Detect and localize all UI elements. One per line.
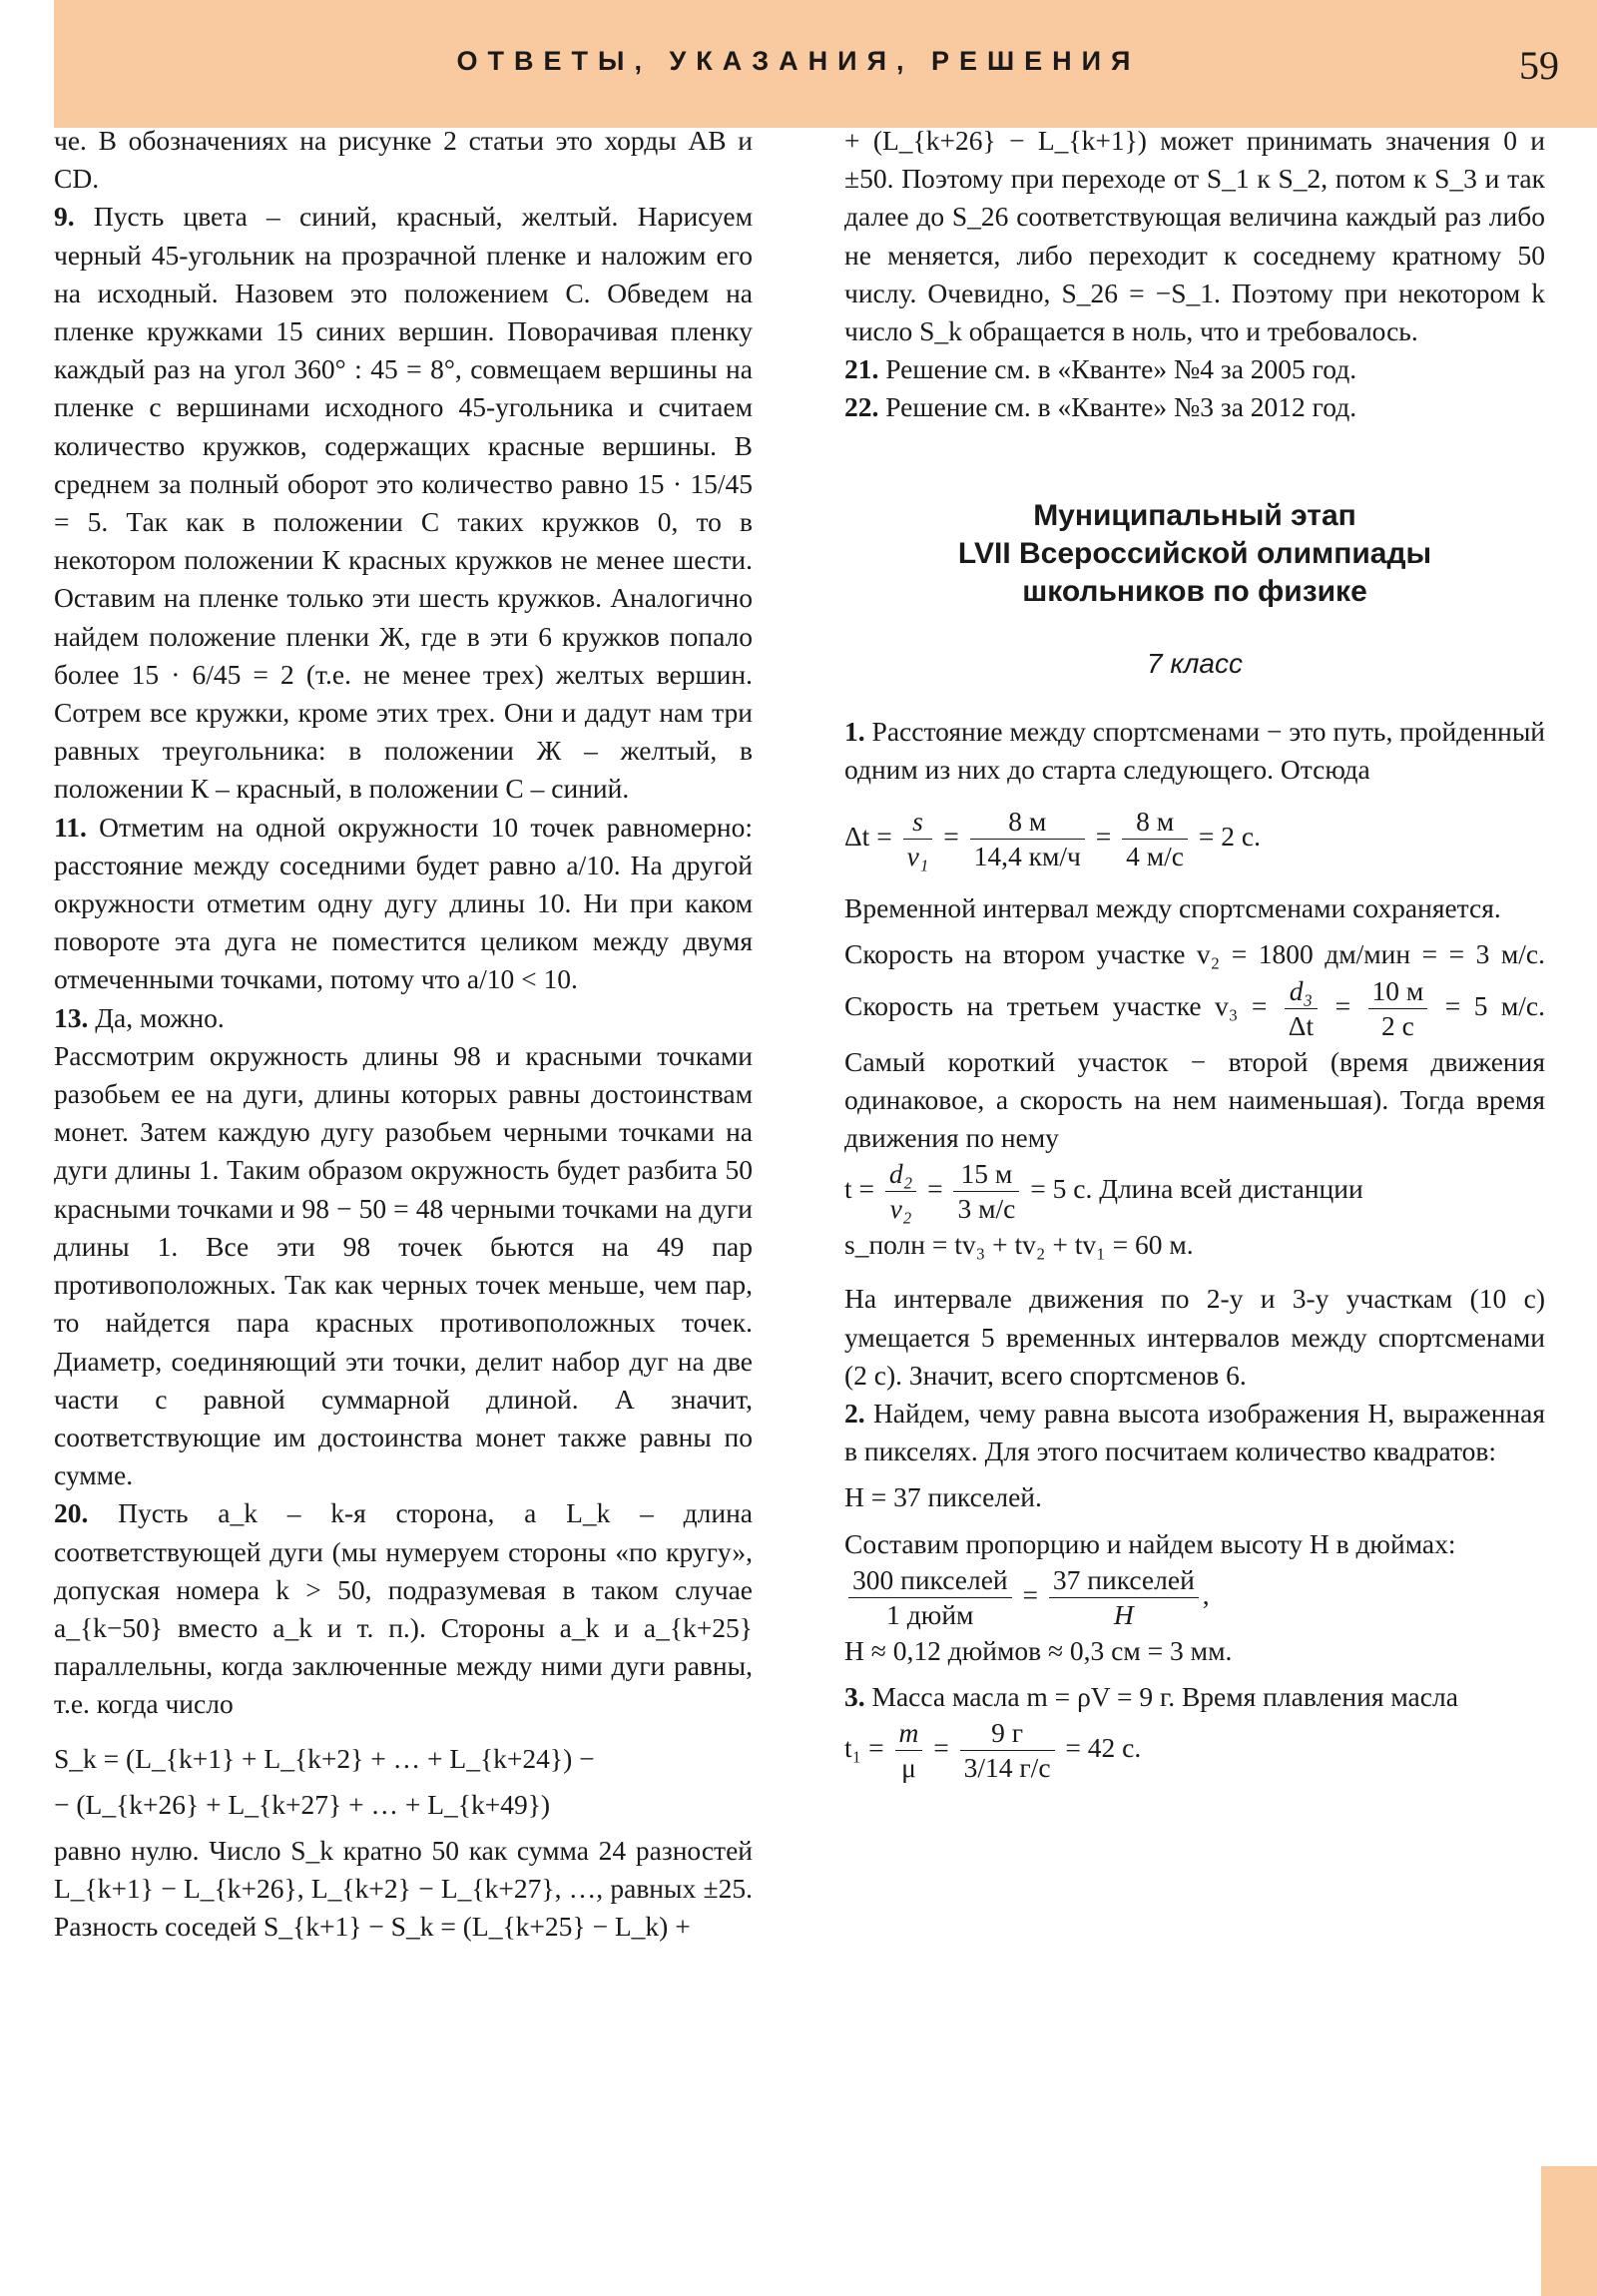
answer-22 [844,388,1545,426]
equation-lhs: Δt = [844,821,892,853]
answer-20 [54,1494,753,1723]
numerator: m [895,1716,923,1751]
problem-number: 1. [844,715,865,747]
fraction [895,1716,923,1785]
section-title-line1: Муниципальный этап [1033,498,1356,532]
paragraph-intro: че. В обозначениях на рисунке 2 статьи это хорды AB и CD. [54,125,753,195]
answer-text: Отметим на одной окружности 10 точек равномерно: расстояние между соседними будет равно a/10. На другой окружности отметим одну дугу длины 10. Ни при каком повороте эта дуга не поместится целиком между двумя отмеченными точками, потому что a/10 < 10. [54,811,753,995]
denominator: 1 дюйм [886,1598,974,1630]
denominator: 3 м/с [957,1193,1016,1225]
fraction [885,1157,916,1226]
equation-h-pixels: H = 37 пикселей. [844,1481,1042,1513]
left-column [54,122,753,1947]
problem-1-paragraph-4: На интервале движения по 2-у и 3-у участкам (10 с) умещается 5 временных интервалов между спортсменами (2 с). Значит, всего спортсменов 6. [844,1283,1545,1391]
equation-result: = 42 с. [1065,1732,1142,1764]
equation-h-inches: H ≈ 0,12 дюймов ≈ 0,3 см = 3 мм. [844,1634,1233,1666]
answer-21 [844,350,1545,388]
equation-proportion: $\frac{\text{300 пикселей}}{\text{1 дюйм}}$ = $\frac{\text{37 пикселей}}{H}$ , [844,1563,1545,1632]
answer-number: 11. [54,811,87,843]
denominator: 2 с [1380,1009,1414,1041]
fraction [848,1563,1012,1632]
grade-subtitle: 7 класс [1147,647,1243,679]
fraction [1122,805,1188,873]
problem-text: Найдем, чему равна высота изображения H, выраженная в пикселях. Для этого посчитаем количество квадратов: [844,1398,1546,1467]
fraction [1285,974,1318,1043]
equation-t1: t₁ = $\frac{m}{\mu}$ = $\frac{9 г}{3/14 г/с}$ = 42 с. [844,1717,1142,1784]
page-header [54,0,1597,128]
problem-2 [844,1395,1545,1470]
problem-number: 3. [844,1681,865,1713]
header-title: ОТВЕТЫ, УКАЗАНИЯ, РЕШЕНИЯ [456,46,1141,76]
answer-text: Решение см. в «Кванте» №4 за 2005 год. [885,353,1357,385]
equation-delta-t: Δt = $\frac{s}{\text{v₁}}$ = $\frac{8 м}{14,4 км/ч}$ = $\frac{8 м}{4 м/с}$ = 2 с. [844,806,1261,872]
text-run: = 5 м/с. Самый короткий участок − второй (время движения одинаковое, а скорость на нем наименьшая). Тогда время движения по нему [844,989,1546,1154]
answer-13-body: Рассмотрим окружность длины 98 и красными точками разобьем ее на дуги, длины которых равны достоинствам монет. Затем каждую дугу разобьем черными точками на дуги длины 1. Таким образом окружность будет разбита 50 красными точками и 98 − 50 = 48 черными точками на дуги длины 1. Все эти 98 точек бьются на 49 пар противоположных. Так как черных точек меньше, чем пар, то найдется пара красных противоположных точек. Диаметр, соединяющий эти точки, делит набор дуг на две части с равной суммарной длиной. А значит, соответствующие им достоинства монет также равны по сумме. [54,1039,753,1491]
problem-text: Масса масла m = ρV = 9 г. Время плавления масла [871,1681,1458,1713]
equation-lhs: t₁ = [844,1732,884,1764]
page-number: 59 [1519,43,1559,88]
denominator: 14,4 км/ч [973,841,1081,872]
denominator: Δt [1288,1009,1315,1041]
numerator: 8 м [1122,805,1188,840]
problem-1-paragraph-2: Временной интервал между спортсменами сохраняется. [844,892,1501,924]
answer-number: 22. [844,391,879,423]
answer-9 [54,198,753,808]
denominator: H [1113,1598,1134,1630]
problem-text: Расстояние между спортсменами − это путь, пройденный одним из них до старта следующего. Отсюда [844,715,1546,786]
fraction [903,805,933,873]
fraction [1049,1563,1199,1632]
answer-number: 21. [844,353,879,385]
numerator: 15 м [953,1157,1019,1192]
equation-result: = 2 с. [1198,821,1261,853]
denominator: v₂ [889,1193,912,1225]
answer-text: Решение см. в «Кванте» №3 за 2012 год. [885,391,1357,423]
equation-sk-line1: S_k = (L_{k+1} + L_{k+2} + … + L_{k+24}) − [54,1742,595,1774]
problem-3 [844,1678,1545,1716]
answer-text: Да, можно. [95,1001,225,1033]
answer-text: Пусть цвета – синий, красный, желтый. Нарисуем черный 45-угольник на прозрачной пленке и наложим его на исходный. Назовем это положением С. Обведем на пленке кружками 15 синих вершин. Поворачивая пленку каждый раз на угол 360° : 45 = 8°, совмещаем вершины на пленке с вершинами исходного 45-угольника и считаем количество кружков, содержащих красные вершины. В среднем за полный оборот это количество равно 15 · 15/45 = 5. Так как в положении С таких кружков 0, то в некотором положении К красных кружков не менее шести. Оставим на пленке только эти шесть кружков. Аналогично найдем положение пленки Ж, где в эти 6 кружков попало более 15 · 6/45 = 2 (т.е. не менее трех) желтых вершин. Сотрем все кружки, кроме этих трех. Они и дадут нам три равных треугольника: в положении Ж – желтый, в положении К – красный, в положении С – синий. [54,201,754,805]
answer-11 [54,809,753,999]
problem-2-paragraph-2: Составим пропорцию и найдем высоту H в дюймах: [844,1527,1456,1559]
fraction [970,805,1085,873]
problem-1-time: t = $\frac{\text{d₂}}{\text{v₂}}$ = $\frac{15 м}{3 м/с}$ = 5 с. Длина всей дистанции [844,1158,1363,1225]
numerator: d₂ [885,1157,916,1192]
section-title [844,497,1545,611]
fraction [960,1716,1055,1785]
section-title-line2: LVII Всероссийской олимпиады [957,536,1432,570]
text-run: = 5 с. Длина всей дистанции [1030,1173,1363,1205]
fraction [1368,974,1428,1043]
answer-20-continued: + (L_{k+26} − L_{k+1}) может принимать значения 0 и ±50. Поэтому при переходе от S_1 к S_2, потом к S_3 и так далее до S_26 соответствующая величина каждый раз либо не меняется, либо переходит к соседнему кратному 50 числу. Очевидно, S_26 = −S_1. Поэтому при некотором k число S_k обращается в ноль, что и требовалось. [844,125,1545,347]
problem-number: 2. [844,1398,865,1430]
numerator: 300 пикселей [848,1563,1012,1598]
numerator: 8 м [970,805,1085,840]
numerator: 9 г [960,1716,1055,1751]
text-run: Скорость на втором участке v₂ = 1800 дм/мин = = 3 м/с. Скорость на третьем участке v₃ = [844,938,1545,1021]
answer-13 [54,999,753,1037]
equation-lhs: t = [844,1173,875,1205]
equation-total-distance: s_полн = tv₃ + tv₂ + tv₁ = 60 м. [844,1229,1194,1261]
corner-tab [1541,2166,1597,2296]
answer-number: 9. [54,201,75,233]
numerator: s [903,805,933,840]
denominator: 4 м/с [1126,841,1185,872]
right-column [844,122,1545,1785]
equation-sk-line2: − (L_{k+26} + L_{k+27} + … + L_{k+49}) [54,1788,551,1820]
denominator: 3/14 г/с [963,1752,1051,1784]
denominator: v₁ [906,841,929,872]
numerator: 10 м [1368,974,1428,1009]
numerator: 37 пикселей [1049,1563,1199,1598]
answer-text: Пусть a_k – k-я сторона, а L_k – длина соответствующей дуги (мы нумеруем стороны «по кругу», допуская номера k > 50, подразумевая в таком случае a_{k−50} вместо a_k и т. п.). Стороны a_k и a_{k+25} параллельны, когда заключенные между ними дуги равны, т.е. когда число [54,1497,754,1720]
answer-number: 13. [54,1001,89,1033]
answer-20-end: равно нулю. Число S_k кратно 50 как сумма 24 разностей L_{k+1} − L_{k+26}, L_{k+2} − L_{k+27}, …, равных ±25. Разность соседей S_{k+1} − S_k = (L_{k+25} − L_k) + [54,1834,753,1943]
problem-1-paragraph-3: Скорость на втором участке v₂ = 1800 дм/мин = = 3 м/с. Скорость на третьем участке v₃ = $\frac{\text{d₃}}{\Delta t}$ = $\frac{10 м}{2 с}$ = 5 м/с. Самый короткий участок − второй (время движения одинаковое, а скорость на нем наименьшая). Тогда время движения по нему [844,938,1546,1154]
fraction [953,1157,1019,1226]
answer-number: 20. [54,1497,89,1529]
numerator: d₃ [1285,974,1318,1009]
problem-1 [844,713,1545,789]
denominator: μ [901,1752,916,1784]
section-title-line3: школьников по физике [1022,574,1367,608]
